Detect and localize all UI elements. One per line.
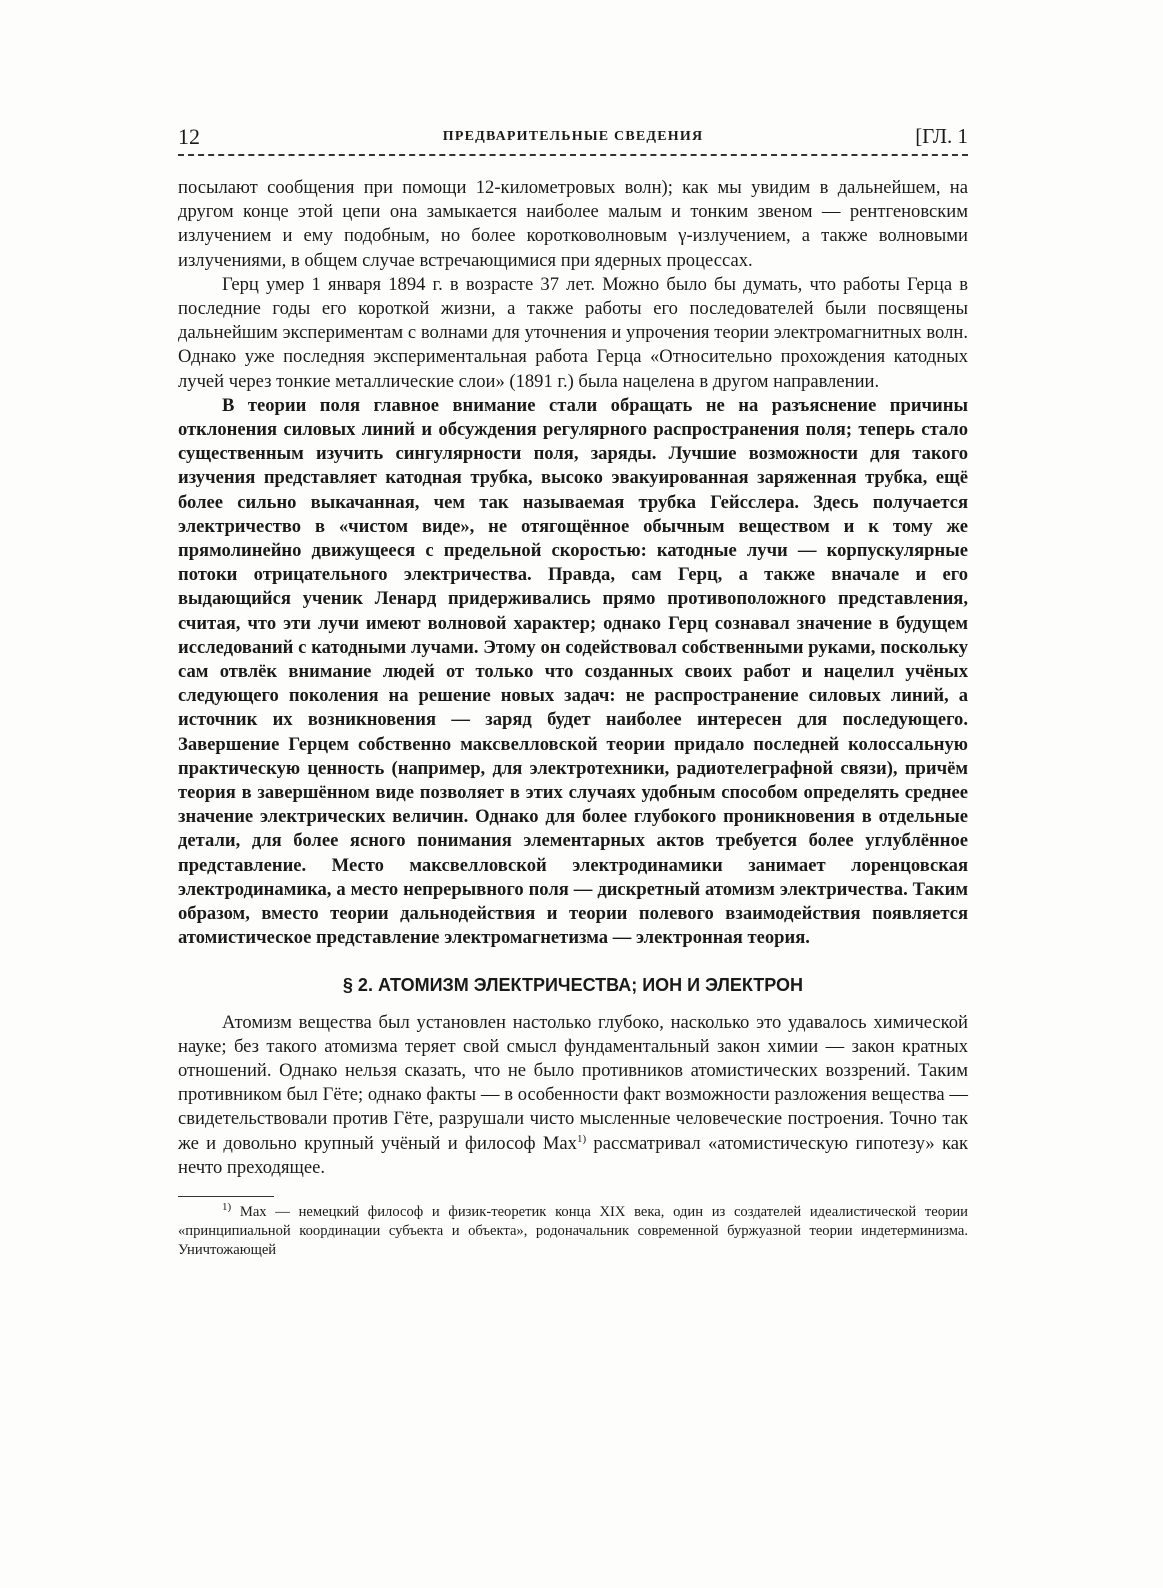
running-title: ПРЕДВАРИТЕЛЬНЫЕ СВЕДЕНИЯ [442,129,704,144]
paragraph-atomism-tail: рассматривал «атомистическую гипотезу» как нечто преходящее. [178,1132,969,1178]
footnote [178,1203,968,1260]
paragraph-hertz-death: Герц умер 1 января 1894 г. в возрасте 37 лет. Можно было бы думать, что работы Герца в последние годы его короткой жизни, а также работы его последователей были посвящены дальнейшим экспериментам с волнами для уточнения и упрочения теории электромагнитных волн. Однако уже последняя экспериментальная работа Герца «Относительно прохождения катодных лучей через тонкие металлические слои» (1891 г.) была нацелена в другом направлении. [178,273,968,392]
footnote-text: Мах — немецкий философ и физик-теоретик конца XIX века, один из создателей идеалистической теории «принципиальной координации субъекта и объекта», родоначальник современной буржуазной теории индетерминизма. Уничтожающей [178,1203,968,1258]
paragraph-atomism [178,1011,968,1180]
paragraph-field-theory: В теории поля главное внимание стали обращать не на разъяснение причины отклонения силовых линий и обсуждения регулярного распространения поля; теперь стало существенным изучить сингулярности поля, заряды. Лучшие возможности для такого изучения представляет катодная трубка, высоко эвакуированная заряженная трубка, ещё более сильно выкачанная, чем так называемая трубка Гейсслера. Здесь получается электричество в «чистом виде», не отягощённое обычным веществом и к тому же прямолинейно движущееся с предельной скоростью: катодные лучи — корпускулярные потоки отрицательного электричества. Правда, сам Герц, а также вначале и его выдающийся ученик Ленард придерживались прямо противоположного представления, считая, что эти лучи имеют волновой характер; однако Герц сознавал значение в будущем исследований с катодными лучами. Этому он содействовал собственными руками, поскольку сам отвлёк внимание людей от только что созданных своих работ и нацелил учёных следующего поколения на решение новых задач: не распространение силовых линий, а источник их возникновения — заряд будет наиболее интересен для последующего. Завершение Герцем собственно максвелловской теории придало последней колоссальную практическую ценность (например, для электротехники, радиотелеграфной связи), причём теория в завершённом виде позволяет в этих случаях удобным способом определять среднее значение электрических величин. Однако для более глубокого проникновения в отдельные детали, для более ясного понимания элементарных актов требуется более углублённое представление. Место максвелловской электродинамики занимает лоренцовская электродинамика, а место непрерывного поля — дискретный атомизм электричества. Таким образом, вместо теории дальнодействия и теории полевого взаимодействия появляется атомистическое представление электромагнетизма — электронная теория. [178,394,968,949]
footnote-rule [178,1196,274,1197]
footnote-reference: 1) [576,1132,587,1145]
page-body [178,176,968,1260]
page-number: 12 [178,124,200,149]
chapter-marker: [ГЛ. 1 [915,124,968,148]
running-header [178,124,968,156]
paragraph-atomism-text: Атомизм вещества был установлен настолько глубоко, насколько это удавалось химической науке; без такого атомизма теряет свой смысл фундаментальный закон химии — закон кратных отношений. Однако нельзя сказать, что не было противников атомистических воззрений. Таким противником был Гёте; однако факты — в особенности факт возможности разложения вещества — свидетельствовали против Гёте, разрушали чисто мысленные человеческие построения. Точно так же и довольно крупный учёный и философ Мах [178,1011,968,1154]
footnote-marker: 1) [222,1201,232,1214]
section-heading: § 2. АТОМИЗМ ЭЛЕКТРИЧЕСТВА; ИОН И ЭЛЕКТРОН [342,974,804,995]
paragraph-continued: посылают сообщения при помощи 12-километровых волн); как мы увидим в дальнейшем, на другом конце этой цепи она замыкается наиболее малым и тонким звеном — рентгеновским излучением и ему подобным, но более коротковолновым γ-излучением, а также волновыми излучениями, в общем случае встречающимися при ядерных процессах. [178,177,968,271]
